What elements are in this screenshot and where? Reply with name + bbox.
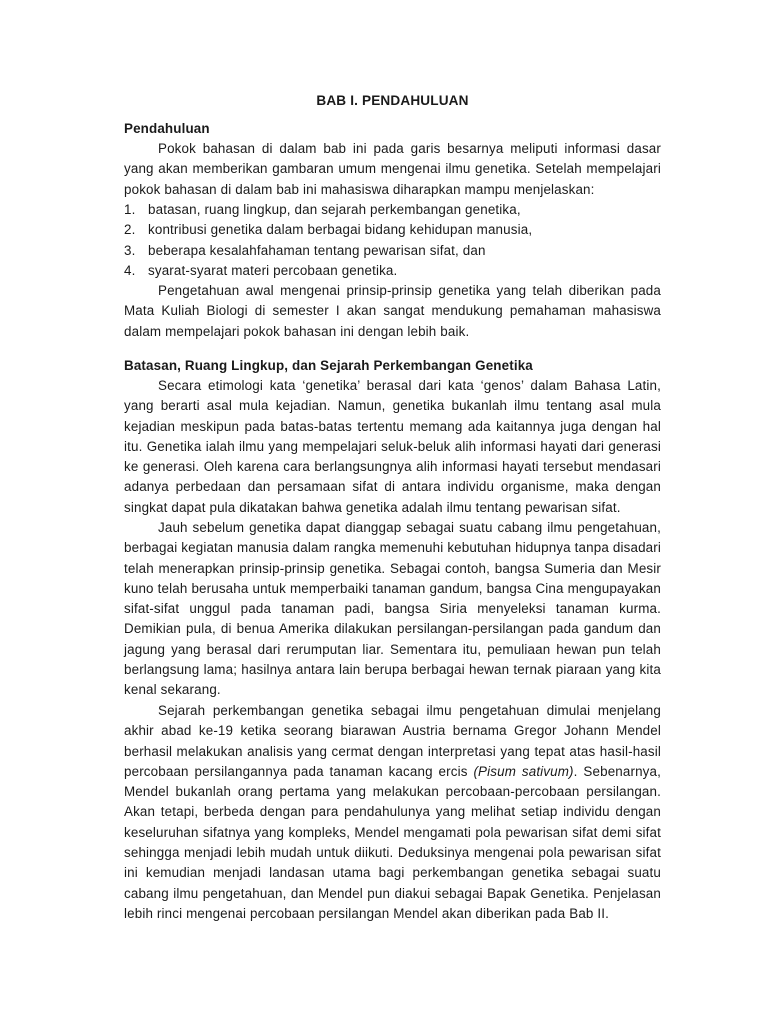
list-item-number: 4. [124, 262, 136, 278]
list-item-number: 3. [124, 242, 136, 258]
etymology-paragraph: Secara etimologi kata ‘genetika’ berasal dari kata ‘genos’ dalam Bahasa Latin, yang berarti asal mula kejadian. Namun, genetika bukanlah ilmu tentang asal mula kejadian meskipun pada batas-batas tertentu memang ada kaitannya juga dengan hal itu. Genetika ialah ilmu yang mempelajari seluk-beluk alih informasi hayati dari generasi ke generasi. Oleh karena cara berlangsungnya alih informasi hayati tersebut mendasari adanya perbedaan dan persamaan sifat di antara individu organisme, maka dengan singkat dapat pula dikatakan bahwa genetika adalah ilmu tentang pewarisan sifat. [124, 378, 661, 515]
section-heading-pendahuluan: Pendahuluan [124, 121, 210, 136]
objectives-list [124, 200, 661, 281]
list-item [124, 241, 661, 261]
list-item-number: 1. [124, 202, 136, 217]
list-item [124, 261, 661, 281]
intro-paragraph: Pokok bahasan di dalam bab ini pada garis besarnya meliputi informasi dasar yang akan memberikan gambaran umum mengenai ilmu genetika. Setelah mempelajari pokok bahasan di dalam bab ini mahasiswa diharapkan mampu menjelaskan: [124, 141, 661, 197]
mendel-text-part1: Sejarah perkembangan genetika sebagai ilmu pengetahuan dimulai menjelang akhir abad ke-19 ketika seorang biarawan Austria bernama Gregor Johann Mendel berhasil melakukan analisis yang cermat dengan interpretasi yang tepat atas hasil-hasil percobaan persilangannya pada tanaman kacang ercis [124, 703, 661, 779]
section-heading-batasan: Batasan, Ruang Lingkup, dan Sejarah Perkembangan Genetika [124, 358, 533, 373]
list-item-text: beberapa kesalahfahaman tentang pewarisan sifat, dan [148, 242, 486, 258]
mendel-text-part2: . Sebenarnya, Mendel bukanlah orang pertama yang melakukan percobaan-percobaan persilangan. Akan tetapi, berbeda dengan para pendahulunya yang melihat setiap individu dengan keseluruhan sifatnya yang kompleks, Mendel mengamati pola pewarisan sifat demi sifat sehingga menjadi lebih mudah untuk diikuti. Deduksinya mengenai pola pewarisan sifat ini kemudian menjadi landasan utama bagi perkembangan genetika sebagai suatu cabang ilmu pengetahuan, dan Mendel pun diakui sebagai Bapak Genetika. Penjelasan lebih rinci mengenai percobaan persilangan Mendel akan diberikan pada Bab II. [124, 763, 661, 921]
list-item [124, 220, 661, 240]
list-item-number: 2. [124, 222, 136, 238]
history-paragraph: Jauh sebelum genetika dapat dianggap sebagai suatu cabang ilmu pengetahuan, berbagai kegiatan manusia dalam rangka memenuhi kebutuhan hidupnya tanpa disadari telah menerapkan prinsip-prinsip genetika. Sebagai contoh, bangsa Sumeria dan Mesir kuno telah berusaha untuk memperbaiki tanaman gandum, bangsa Cina mengupayakan sifat-sifat unggul pada tanaman padi, bangsa Siria menyeleksi tanaman kurma. Demikian pula, di benua Amerika dilakukan persilangan-persilangan pada gandum dan jagung yang berasal dari rerumputan liar. Sementara itu, pemuliaan hewan pun telah berlangsung lama; hasilnya antara lain berupa berbagai hewan ternak piaraan yang kita kenal sekarang. [124, 520, 661, 698]
mendel-paragraph [124, 701, 661, 924]
list-item [124, 200, 661, 220]
list-item-text: syarat-syarat materi percobaan genetika. [148, 262, 398, 278]
list-item-text: batasan, ruang lingkup, dan sejarah perkembangan genetika, [148, 202, 521, 217]
chapter-title: BAB I. PENDAHULUAN [316, 93, 469, 108]
scientific-name: (Pisum sativum) [473, 763, 574, 779]
closing-paragraph: Pengetahuan awal mengenai prinsip-prinsip genetika yang telah diberikan pada Mata Kuliah Biologi di semester I akan sangat mendukung pemahaman mahasiswa dalam mempelajari pokok bahasan ini dengan lebih baik. [124, 283, 661, 339]
list-item-text: kontribusi genetika dalam berbagai bidang kehidupan manusia, [148, 222, 533, 238]
